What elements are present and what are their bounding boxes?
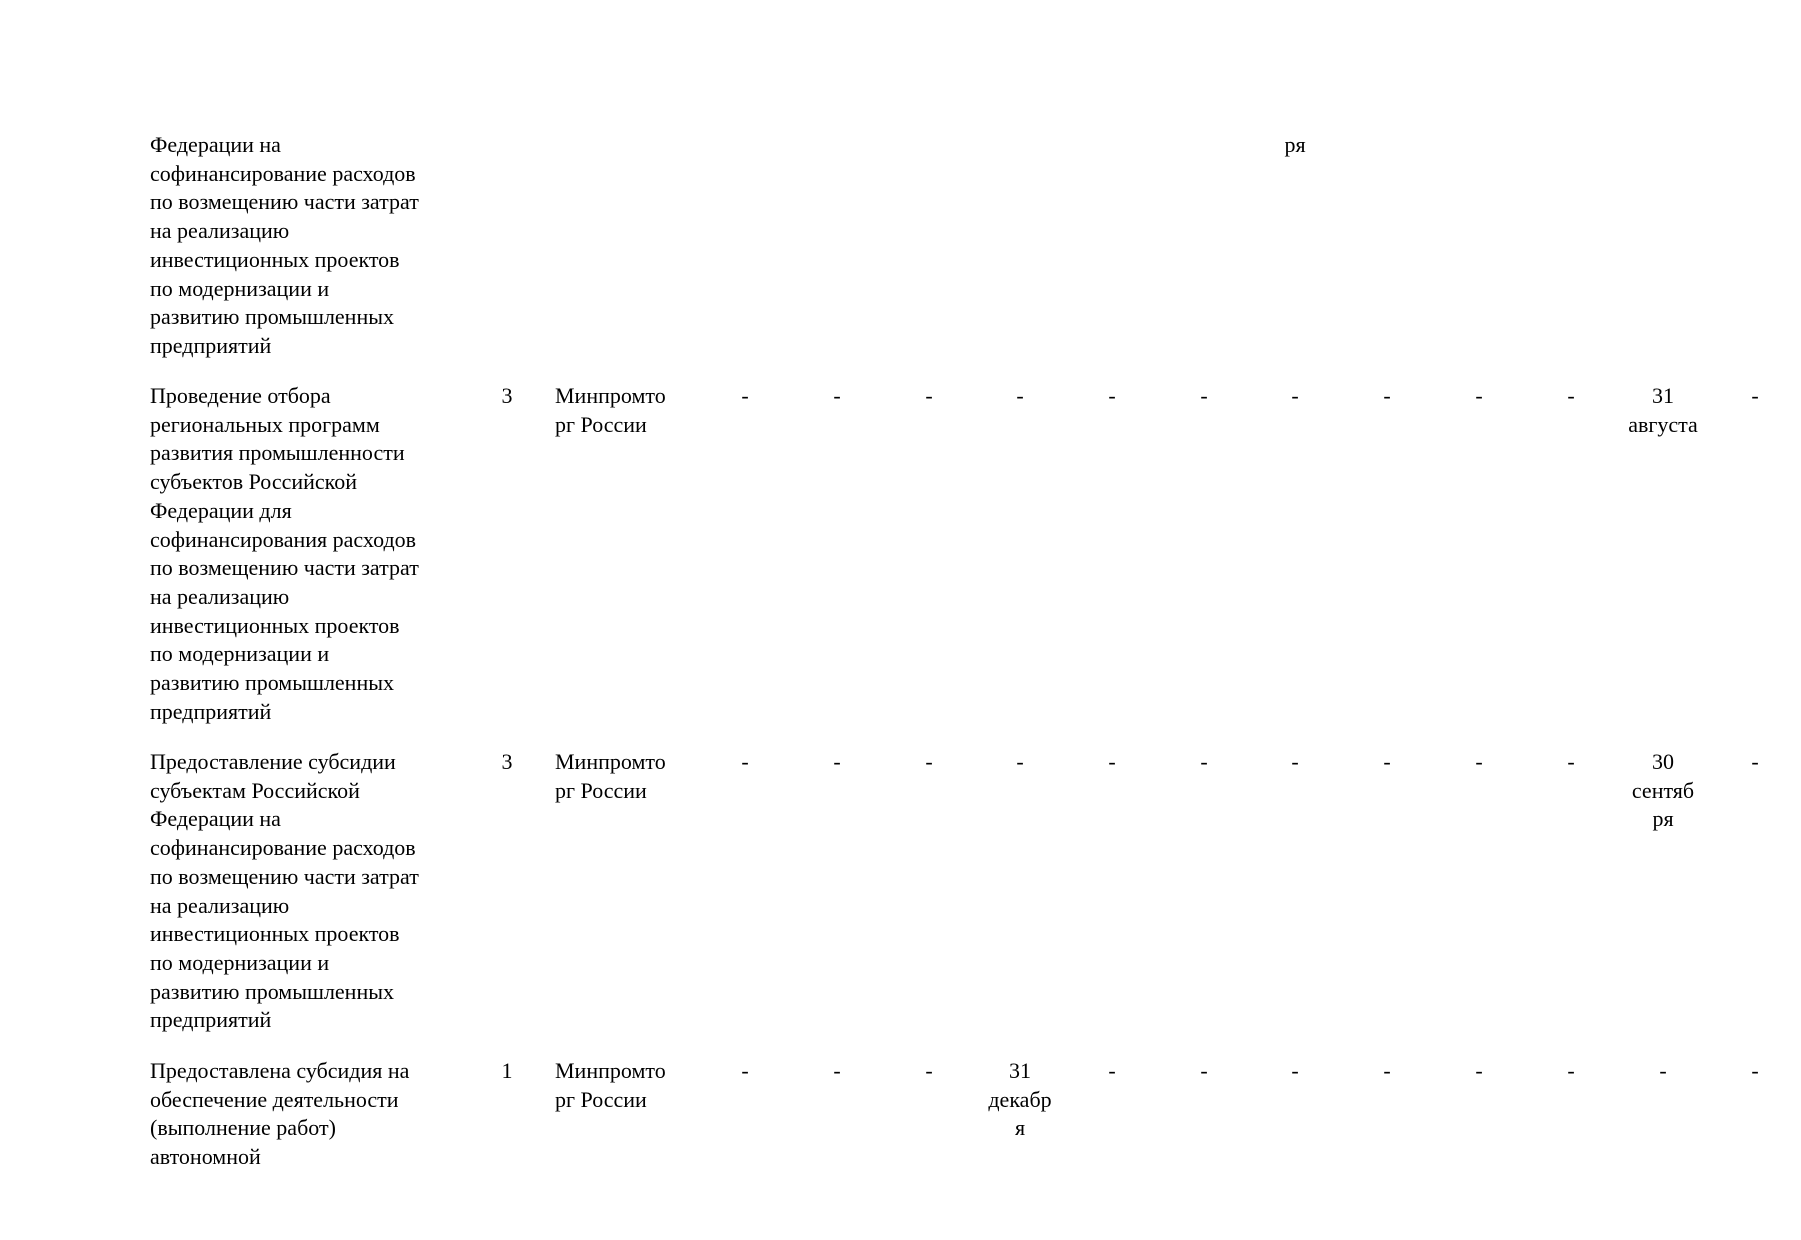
cell-text: - — [741, 1058, 749, 1083]
row-3-organization — [555, 748, 666, 805]
text-line: на реализацию — [150, 218, 290, 244]
cell-text: - — [1567, 749, 1575, 774]
text-line: рг России — [555, 411, 647, 437]
timeline-cell — [1709, 382, 1801, 411]
text-line: субъектам Российской — [150, 777, 360, 803]
text-line: по модернизации и — [150, 641, 330, 667]
row-4-description — [150, 1057, 470, 1172]
timeline-cell — [699, 748, 791, 777]
timeline-cell — [699, 1057, 791, 1086]
text-line: софинансирования расходов — [150, 526, 417, 552]
text-line: софинансирование расходов — [150, 160, 416, 186]
timeline-cell — [1525, 1057, 1617, 1086]
timeline-cell — [791, 748, 883, 777]
cell-text: августа — [1628, 411, 1698, 437]
timeline-cell — [1709, 1057, 1801, 1086]
cell-text: сентяб — [1631, 777, 1695, 803]
cell-text: - — [925, 749, 933, 774]
timeline-cell — [1249, 748, 1341, 777]
cell-text: - — [1475, 383, 1483, 408]
cell-text: - — [741, 749, 749, 774]
timeline-cell — [1525, 382, 1617, 411]
timeline-cell — [883, 382, 975, 411]
cell-text: - — [1751, 1058, 1759, 1083]
cell-text: - — [1200, 749, 1208, 774]
cell-text: - — [1291, 1058, 1299, 1083]
timeline-cell — [1341, 748, 1433, 777]
timeline-cell — [699, 382, 791, 411]
text-line: Минпромто — [555, 749, 666, 774]
cell-text: - — [925, 383, 933, 408]
timeline-cell — [1433, 748, 1525, 777]
text-line: развития промышленности — [150, 440, 405, 466]
cell-text: - — [741, 383, 749, 408]
row-4-number: 1 — [501, 1058, 513, 1083]
cell-text: декабр — [988, 1086, 1052, 1112]
text-line: (выполнение работ) — [150, 1115, 336, 1141]
timeline-cell — [1249, 382, 1341, 411]
timeline-cell — [974, 382, 1066, 411]
text-line: Федерации на — [150, 132, 281, 157]
row-2-description — [150, 382, 470, 726]
row-1-description — [150, 131, 470, 361]
text-line: предприятий — [150, 698, 272, 724]
cell-text: я — [1014, 1115, 1026, 1141]
cell-text: - — [1751, 749, 1759, 774]
timeline-cell — [1341, 1057, 1433, 1086]
text-line: инвестиционных проектов — [150, 612, 400, 638]
timeline-cell — [1158, 1057, 1250, 1086]
timeline-cell — [1617, 382, 1709, 439]
cell-text: - — [1200, 383, 1208, 408]
cell-text: - — [1659, 1058, 1667, 1083]
timeline-cell — [883, 1057, 975, 1086]
cell-text: 31 — [1009, 1058, 1031, 1083]
cell-text: - — [1567, 383, 1575, 408]
timeline-cell — [791, 1057, 883, 1086]
cell-text: - — [833, 749, 841, 774]
cell-text: - — [1108, 383, 1116, 408]
timeline-cell — [974, 748, 1066, 777]
text-line: Минпромто — [555, 1058, 666, 1083]
text-line: рг России — [555, 1086, 647, 1112]
cell-text: - — [1016, 749, 1024, 774]
cell-text: - — [833, 383, 841, 408]
cell-text: - — [1751, 383, 1759, 408]
cell-text: 30 — [1652, 749, 1674, 774]
row-3-number: 3 — [501, 749, 513, 774]
cell-text: - — [1108, 749, 1116, 774]
cell-text: - — [1383, 383, 1391, 408]
timeline-cell — [1525, 748, 1617, 777]
text-line: развитию промышленных — [150, 304, 395, 330]
text-line: по модернизации и — [150, 949, 330, 975]
text-line: по модернизации и — [150, 275, 330, 301]
text-line: на реализацию — [150, 892, 290, 918]
text-line: Предоставление субсидии — [150, 749, 396, 774]
cell-text: ря — [1652, 806, 1674, 832]
text-line: предприятий — [150, 332, 272, 358]
text-line: Предоставлена субсидия на — [150, 1058, 410, 1083]
timeline-cell — [1158, 748, 1250, 777]
cell-text: - — [1291, 749, 1299, 774]
text-line: региональных программ — [150, 411, 380, 437]
row-3-description — [150, 748, 470, 1035]
timeline-cell — [1066, 382, 1158, 411]
text-line: по возмещению части затрат — [150, 863, 419, 889]
row-2-organization — [555, 382, 666, 439]
cell-text: - — [1016, 383, 1024, 408]
timeline-cell — [1249, 1057, 1341, 1086]
text-line: Федерации на — [150, 806, 281, 832]
text-line: инвестиционных проектов — [150, 921, 400, 947]
cell-text: - — [833, 1058, 841, 1083]
timeline-cell — [883, 748, 975, 777]
text-line: по возмещению части затрат — [150, 555, 419, 581]
row-2-number: 3 — [501, 383, 513, 408]
row-1-continuation-cell: ря — [1284, 132, 1306, 157]
cell-text: - — [1200, 1058, 1208, 1083]
timeline-cell — [791, 382, 883, 411]
text-line: развитию промышленных — [150, 978, 395, 1004]
timeline-cell — [1066, 1057, 1158, 1086]
text-line: предприятий — [150, 1007, 272, 1033]
text-line: Проведение отбора — [150, 383, 331, 408]
timeline-cell — [1066, 748, 1158, 777]
text-line: Минпромто — [555, 383, 666, 408]
cell-text: - — [1291, 383, 1299, 408]
timeline-cell — [1158, 382, 1250, 411]
timeline-cell — [1433, 1057, 1525, 1086]
timeline-cell — [1617, 748, 1709, 834]
cell-text: - — [1383, 1058, 1391, 1083]
timeline-cell — [974, 1057, 1066, 1143]
timeline-cell — [1341, 382, 1433, 411]
text-line: автономной — [150, 1144, 261, 1170]
text-line: по возмещению части затрат — [150, 189, 419, 215]
cell-text: - — [925, 1058, 933, 1083]
cell-text: - — [1567, 1058, 1575, 1083]
cell-text: - — [1108, 1058, 1116, 1083]
timeline-cell — [1709, 748, 1801, 777]
text-line: на реализацию — [150, 583, 290, 609]
cell-text: 31 — [1652, 383, 1674, 408]
row-4-organization — [555, 1057, 666, 1114]
text-line: инвестиционных проектов — [150, 246, 400, 272]
text-line: субъектов Российской — [150, 469, 358, 495]
text-line: обеспечение деятельности — [150, 1086, 399, 1112]
cell-text: - — [1475, 749, 1483, 774]
timeline-cell — [1617, 1057, 1709, 1086]
timeline-cell — [1433, 382, 1525, 411]
cell-text: - — [1475, 1058, 1483, 1083]
text-line: рг России — [555, 777, 647, 803]
text-line: Федерации для — [150, 497, 292, 523]
cell-text: - — [1383, 749, 1391, 774]
text-line: развитию промышленных — [150, 670, 395, 696]
text-line: софинансирование расходов — [150, 835, 416, 861]
